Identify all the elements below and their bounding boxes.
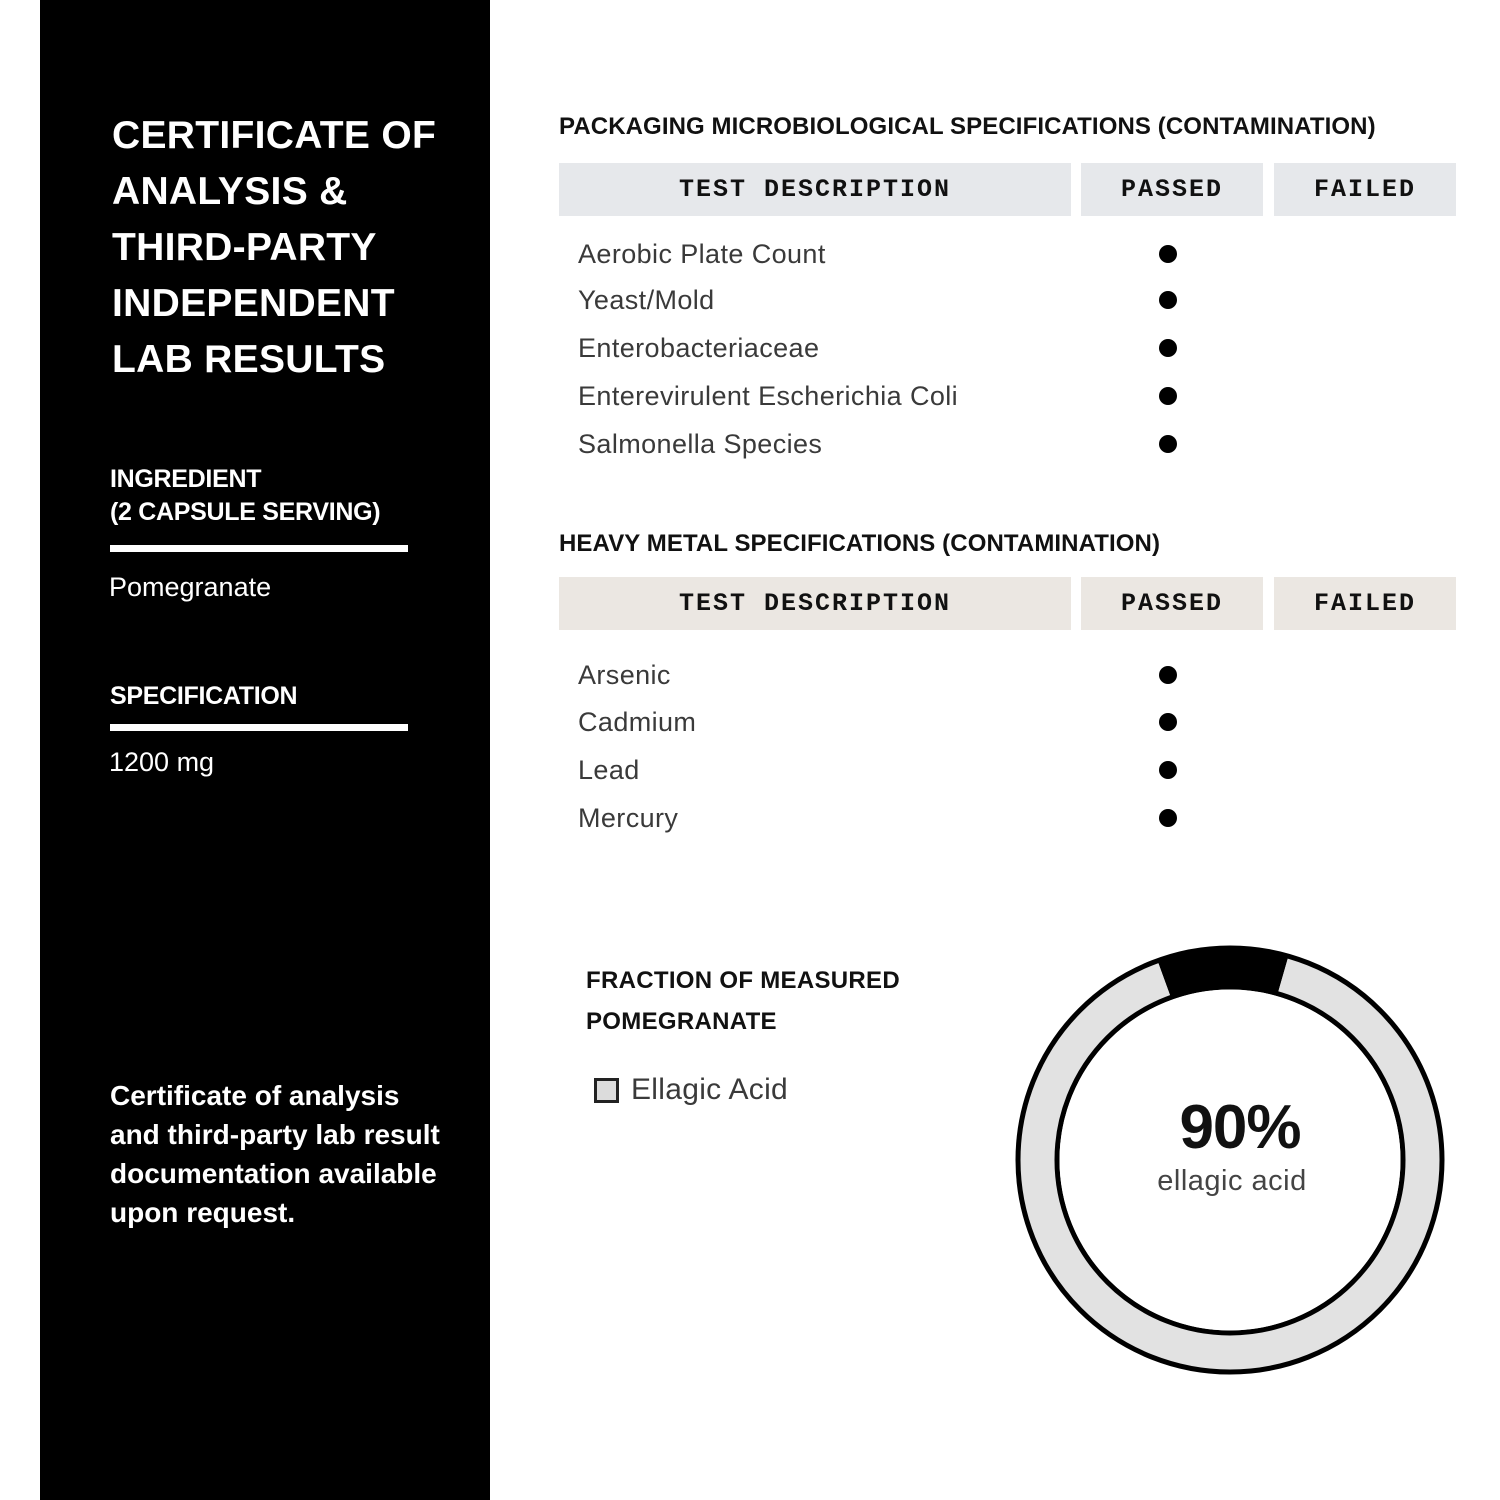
passed-dot-icon — [1159, 339, 1177, 357]
ingredient-value: Pomegranate — [109, 572, 272, 602]
legend-label: Ellagic Acid — [631, 1073, 789, 1106]
specification-divider — [110, 724, 408, 731]
ingredient-label-line1: INGREDIENT — [110, 465, 262, 493]
donut-center-label: ellagic acid — [1157, 1165, 1307, 1197]
donut-center-value: 90% — [1179, 1093, 1301, 1162]
fraction-title-line1: FRACTION OF MEASURED — [586, 967, 900, 994]
ingredient-divider — [110, 545, 408, 552]
microbio-header-failed: FAILED — [1274, 163, 1456, 216]
specification-label: SPECIFICATION — [110, 682, 298, 710]
row-label: Mercury — [578, 803, 679, 833]
table-row — [578, 750, 1198, 790]
metals-header-test: TEST DESCRIPTION — [559, 577, 1071, 630]
passed-dot-icon — [1159, 809, 1177, 827]
ingredient-label-line2: (2 CAPSULE SERVING) — [110, 498, 381, 526]
microbio-header-test: TEST DESCRIPTION — [559, 163, 1071, 216]
row-label: Yeast/Mold — [578, 285, 715, 315]
specification-value: 1200 mg — [109, 747, 215, 777]
table-row — [578, 798, 1198, 838]
row-label: Enterevirulent Escherichia Coli — [578, 381, 959, 411]
metals-header-failed: FAILED — [1274, 577, 1456, 630]
microbio-section-title: PACKAGING MICROBIOLOGICAL SPECIFICATIONS (CONTAMINATION) — [559, 113, 1376, 140]
passed-dot-icon — [1159, 291, 1177, 309]
row-label: Lead — [578, 755, 640, 785]
table-row — [578, 280, 1198, 320]
passed-dot-icon — [1159, 245, 1177, 263]
row-label: Salmonella Species — [578, 429, 823, 459]
chart-legend — [594, 1070, 788, 1110]
passed-dot-icon — [1159, 713, 1177, 731]
ingredient-label — [110, 463, 380, 529]
fraction-title — [586, 960, 986, 1042]
microbio-header-passed: PASSED — [1081, 163, 1263, 216]
passed-dot-icon — [1159, 761, 1177, 779]
sidebar-panel — [40, 0, 490, 1500]
table-row — [578, 376, 1198, 416]
row-label: Arsenic — [578, 660, 671, 690]
row-label: Cadmium — [578, 707, 697, 737]
metals-section-title: HEAVY METAL SPECIFICATIONS (CONTAMINATION) — [559, 530, 1161, 557]
row-label: Aerobic Plate Count — [578, 239, 826, 269]
table-row — [578, 328, 1198, 368]
passed-dot-icon — [1159, 666, 1177, 684]
table-row — [578, 655, 1198, 695]
fraction-title-line2: POMEGRANATE — [586, 1008, 777, 1035]
table-row — [578, 702, 1198, 742]
documentation-note: Certificate of analysis and third-party lab result documentation available upon request. — [110, 1080, 440, 1228]
passed-dot-icon — [1159, 435, 1177, 453]
passed-dot-icon — [1159, 387, 1177, 405]
page-title: CERTIFICATE OF ANALYSIS & THIRD-PARTY INDEPENDENT LAB RESULTS — [112, 114, 437, 381]
table-row — [578, 424, 1198, 464]
legend-swatch-icon — [594, 1078, 619, 1103]
metals-header-passed: PASSED — [1081, 577, 1263, 630]
table-row — [578, 234, 1198, 274]
row-label: Enterobacteriaceae — [578, 333, 820, 363]
